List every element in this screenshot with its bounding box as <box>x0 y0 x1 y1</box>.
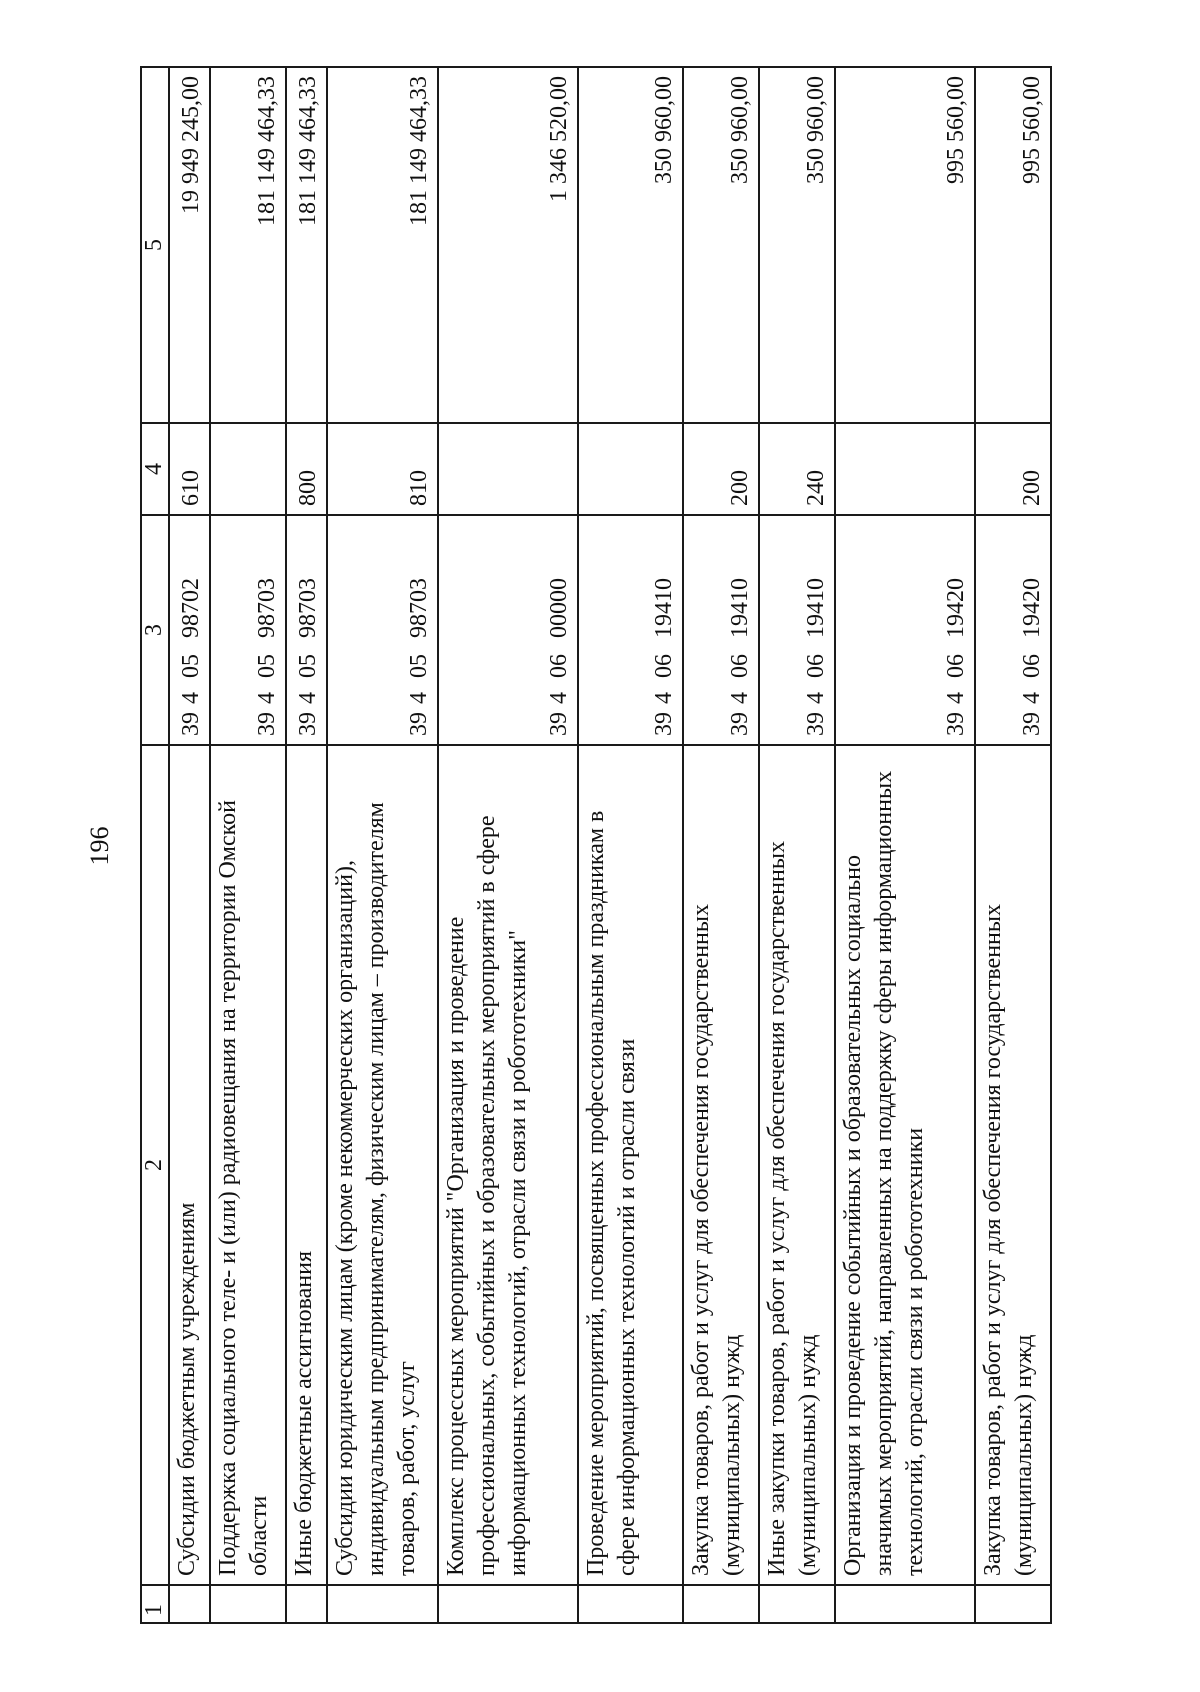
table-row <box>975 67 1051 1623</box>
row-name-cell: Иные бюджетные ассигнования <box>286 745 327 1585</box>
code-part-3: 06 <box>546 654 573 678</box>
row-amount-cell: 350 960,00 <box>578 67 683 423</box>
code-part-1: 39 <box>254 712 281 736</box>
code-part-2: 4 <box>254 692 281 704</box>
header-col-4: 4 <box>141 423 169 515</box>
code-part-3: 05 <box>405 654 432 678</box>
code-part-1: 39 <box>802 712 829 736</box>
header-col-3: 3 <box>141 515 169 745</box>
row-name-cell: Поддержка социального теле- и (или) радиовещания на территории Омской области <box>210 745 286 1585</box>
row-index-cell <box>438 1585 578 1623</box>
row-code-cell <box>327 515 437 745</box>
table-row <box>438 67 578 1623</box>
row-amount-cell: 350 960,00 <box>683 67 759 423</box>
code-part-1: 39 <box>1019 712 1045 736</box>
row-name-cell: Иные закупки товаров, работ и услуг для обеспечения государственных (муниципальных) нужд <box>759 745 835 1585</box>
row-amount-cell: 181 149 464,33 <box>286 67 327 423</box>
table-row <box>210 67 286 1623</box>
code-part-2: 4 <box>178 692 205 704</box>
code-part-3: 06 <box>650 654 677 678</box>
header-col-1: 1 <box>141 1585 169 1623</box>
code-part-4: 98703 <box>295 578 322 638</box>
row-code-cell <box>835 515 975 745</box>
row-name-cell: Субсидии юридическим лицам (кроме некоммерческих организаций), индивидуальным предпринимателям, физическим лицам – производителям товаров, работ, услуг <box>327 745 437 1585</box>
code-part-2: 4 <box>1019 692 1045 704</box>
row-amount-cell: 181 149 464,33 <box>210 67 286 423</box>
row-code-cell <box>578 515 683 745</box>
table-row <box>759 67 835 1623</box>
row-type-cell: 240 <box>759 423 835 515</box>
row-name-cell: Субсидии бюджетным учреждениям <box>169 745 210 1585</box>
row-code-cell <box>975 515 1051 745</box>
row-code-cell <box>759 515 835 745</box>
row-index-cell <box>975 1585 1051 1623</box>
row-index-cell <box>835 1585 975 1623</box>
table-body <box>169 67 1051 1623</box>
table-row <box>327 67 437 1623</box>
row-amount-cell: 1 346 520,00 <box>438 67 578 423</box>
row-amount-cell: 350 960,00 <box>759 67 835 423</box>
row-type-cell <box>438 423 578 515</box>
budget-table-container <box>140 68 1052 1624</box>
code-part-1: 39 <box>546 712 573 736</box>
row-index-cell <box>578 1585 683 1623</box>
code-part-4: 19410 <box>802 578 829 638</box>
row-code-cell <box>169 515 210 745</box>
header-row <box>141 67 169 1623</box>
row-name-cell: Закупка товаров, работ и услуг для обеспечения государственных (муниципальных) нужд <box>683 745 759 1585</box>
row-index-cell <box>169 1585 210 1623</box>
code-part-2: 4 <box>802 692 829 704</box>
row-type-cell <box>210 423 286 515</box>
row-code-cell <box>286 515 327 745</box>
row-type-cell <box>578 423 683 515</box>
code-part-1: 39 <box>650 712 677 736</box>
row-amount-cell: 995 560,00 <box>975 67 1051 423</box>
code-part-1: 39 <box>943 712 970 736</box>
header-col-5: 5 <box>141 67 169 423</box>
row-type-cell <box>835 423 975 515</box>
code-part-2: 4 <box>295 692 322 704</box>
code-part-4: 19420 <box>1019 578 1045 638</box>
row-amount-cell: 995 560,00 <box>835 67 975 423</box>
table-row <box>835 67 975 1623</box>
row-name-cell: Проведение мероприятий, посвященных профессиональным праздникам в сфере информационных технологий и отрасли связи <box>578 745 683 1585</box>
code-part-4: 19410 <box>726 578 753 638</box>
row-index-cell <box>759 1585 835 1623</box>
budget-table-rotated <box>140 68 1052 1624</box>
row-amount-cell: 19 949 245,00 <box>169 67 210 423</box>
code-part-4: 98702 <box>178 578 205 638</box>
code-part-4: 19420 <box>943 578 970 638</box>
table-row <box>578 67 683 1623</box>
row-name-cell: Закупка товаров, работ и услуг для обеспечения государственных (муниципальных) нужд <box>975 745 1051 1585</box>
row-amount-cell: 181 149 464,33 <box>327 67 437 423</box>
row-code-cell <box>683 515 759 745</box>
row-type-cell: 200 <box>683 423 759 515</box>
code-part-3: 05 <box>178 654 205 678</box>
code-part-4: 98703 <box>405 578 432 638</box>
row-index-cell <box>210 1585 286 1623</box>
row-code-cell <box>438 515 578 745</box>
budget-table <box>140 66 1052 1624</box>
code-part-4: 98703 <box>254 578 281 638</box>
code-part-4: 19410 <box>650 578 677 638</box>
page-number: 196 <box>85 826 114 866</box>
code-part-4: 00000 <box>546 578 573 638</box>
code-part-1: 39 <box>178 712 205 736</box>
code-part-3: 05 <box>254 654 281 678</box>
table-row <box>683 67 759 1623</box>
row-name-cell: Организация и проведение событийных и образовательных социально значимых мероприятий, направленных на поддержку сферы информационных технологий, отрасли связи и робототехники <box>835 745 975 1585</box>
code-part-1: 39 <box>726 712 753 736</box>
table-row <box>169 67 210 1623</box>
code-part-2: 4 <box>405 692 432 704</box>
row-index-cell <box>327 1585 437 1623</box>
header-col-2: 2 <box>141 745 169 1585</box>
row-type-cell: 800 <box>286 423 327 515</box>
code-part-3: 05 <box>295 654 322 678</box>
row-name-cell: Комплекс процессных мероприятий "Организация и проведение профессиональных, событийных и образовательных мероприятий в сфере информационных технологий, отрасли связи и робототехники" <box>438 745 578 1585</box>
row-index-cell <box>286 1585 327 1623</box>
code-part-2: 4 <box>650 692 677 704</box>
code-part-1: 39 <box>295 712 322 736</box>
row-type-cell: 200 <box>975 423 1051 515</box>
table-row <box>286 67 327 1623</box>
row-type-cell: 810 <box>327 423 437 515</box>
code-part-3: 06 <box>1019 654 1045 678</box>
code-part-2: 4 <box>943 692 970 704</box>
code-part-3: 06 <box>943 654 970 678</box>
code-part-1: 39 <box>405 712 432 736</box>
code-part-3: 06 <box>802 654 829 678</box>
code-part-2: 4 <box>546 692 573 704</box>
code-part-2: 4 <box>726 692 753 704</box>
row-type-cell: 610 <box>169 423 210 515</box>
code-part-3: 06 <box>726 654 753 678</box>
row-index-cell <box>683 1585 759 1623</box>
row-code-cell <box>210 515 286 745</box>
